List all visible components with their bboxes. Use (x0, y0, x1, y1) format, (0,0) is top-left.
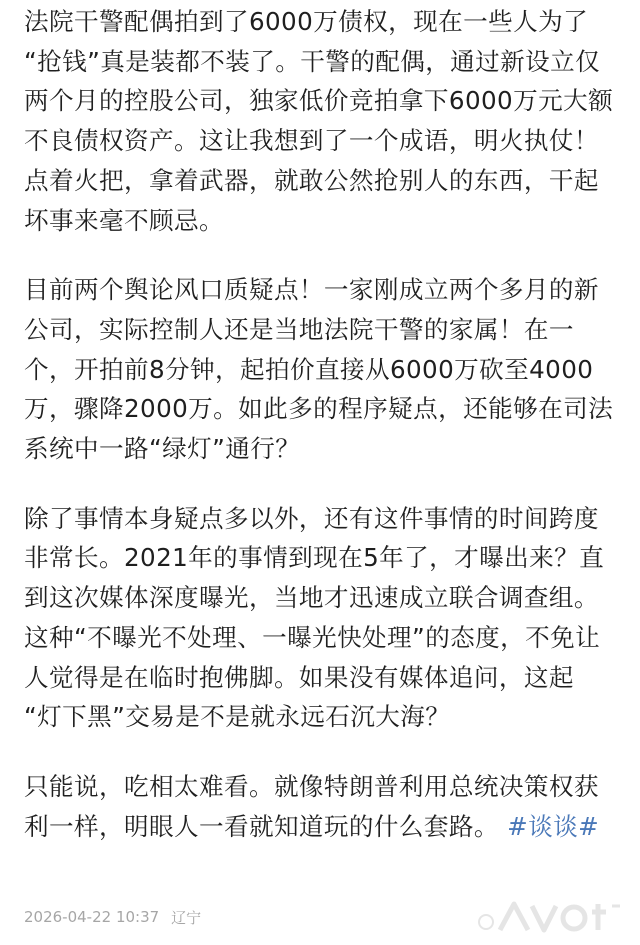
post-paragraph-text: 只能说，吃相太难看。就像特朗普利用总统决策权获 利一样，明眼人一看就知道玩的什么套路。 (24, 771, 599, 841)
post-location: 辽宁 (171, 908, 202, 927)
post-paragraph: 除了事情本身疑点多以外，还有这件事情的时间跨度 非常长。2021年的事情到现在5年了，才曝出来？直 到这次媒体深度曝光，当地才迅速成立联合调查组。 这种“不曝光不处理、一曝光快处理”的态度，不免让 人觉得是在临时抱佛脚。如果没有媒体追问，这起 “灯下黑”交易是不是就永远石沉大海？ (24, 503, 605, 732)
post-paragraph: 目前两个舆论风口质疑点！一家刚成立两个多月的新 公司，实际控制人还是当地法院干警的家属！在一 个，开拍前8分钟，起拍价直接从6000万砍至4000 万，骤降2000万。如此多的程序疑点，还能够在司法 系统中一路“绿灯”通行？ (24, 275, 614, 464)
post-meta (24, 904, 201, 930)
post-timestamp: 2026-04-22 10:37 (24, 908, 160, 926)
post-paragraph-last (24, 767, 622, 846)
post-body (24, 2, 622, 846)
post-paragraph: 法院干警配偶拍到了6000万债权，现在一些人为了 “抢钱”真是装都不装了。干警的配偶，通过新设立仅 两个月的控股公司，独家低价竞拍拿下6000万元大额 不良债权资产。这让我想到了一个成语，明火执仗！ 点着火把，拿着武器，就敢公然抢别人的东西，干起 坏事来毫不顾忌。 (24, 7, 614, 235)
watermark-logo-icon (474, 894, 624, 938)
hashtag-link[interactable]: #谈谈# (507, 811, 600, 841)
